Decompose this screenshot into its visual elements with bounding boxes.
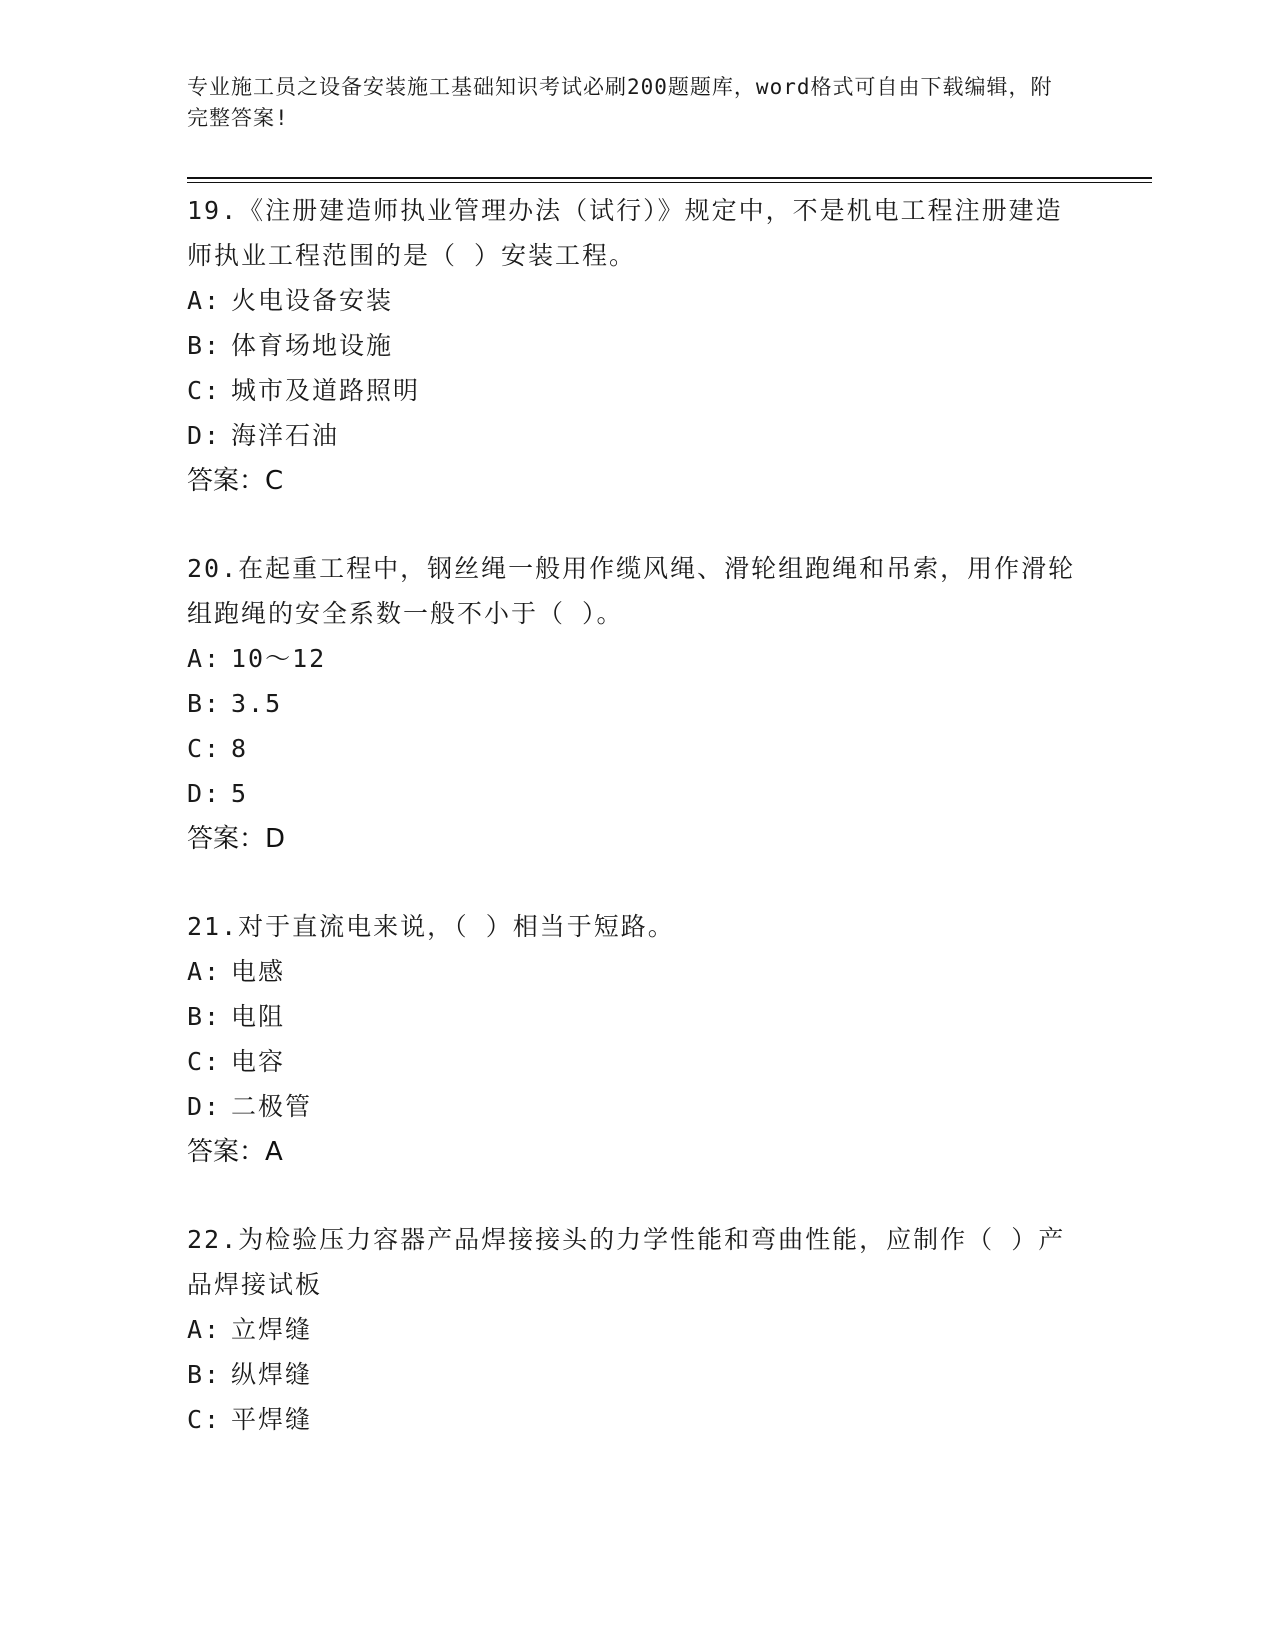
option-text: 8: [231, 734, 249, 763]
option-letter: B:: [187, 1360, 222, 1389]
question-item: [187, 1217, 1087, 1442]
option-letter: D:: [187, 779, 222, 808]
option-letter: A:: [187, 1315, 222, 1344]
question-list: [187, 188, 1087, 1484]
option-d: [187, 413, 1087, 458]
option-text: 3.5: [231, 689, 283, 718]
option-text: 电感: [231, 957, 286, 986]
option-text: 立焊缝: [231, 1315, 313, 1344]
option-d: [187, 771, 1087, 816]
option-a: [187, 278, 1087, 323]
option-a: [187, 1307, 1087, 1352]
option-letter: D:: [187, 421, 222, 450]
option-letter: B:: [187, 331, 222, 360]
answer-label: 答案：A: [187, 1137, 283, 1167]
option-letter: A:: [187, 644, 222, 673]
option-d: [187, 1084, 1087, 1129]
option-text: 二极管: [231, 1092, 313, 1121]
option-text: 5: [231, 779, 249, 808]
option-b: [187, 323, 1087, 368]
option-letter: D:: [187, 1092, 222, 1121]
option-b: [187, 994, 1087, 1039]
option-c: [187, 368, 1087, 413]
option-text: 纵焊缝: [231, 1360, 313, 1389]
option-text: 海洋石油: [231, 421, 340, 450]
option-b: [187, 1352, 1087, 1397]
option-c: [187, 1039, 1087, 1084]
answer-label: 答案：C: [187, 466, 284, 496]
header-divider-thin: [187, 182, 1152, 183]
option-text: 平焊缝: [231, 1405, 313, 1434]
option-a: [187, 636, 1087, 681]
question-item: [187, 546, 1087, 862]
document-header-title: 专业施工员之设备安装施工基础知识考试必刷200题题库，word格式可自由下载编辑，附完整答案!: [187, 75, 1053, 130]
option-text: 电阻: [231, 1002, 286, 1031]
option-c: [187, 726, 1087, 771]
option-c: [187, 1397, 1087, 1442]
question-stem: 20.在起重工程中，钢丝绳一般用作缆风绳、滑轮组跑绳和吊索，用作滑轮组跑绳的安全系数一般不小于（ ）。: [187, 554, 1076, 628]
option-letter: C:: [187, 734, 222, 763]
option-letter: A:: [187, 286, 222, 315]
option-letter: A:: [187, 957, 222, 986]
option-text: 10～12: [231, 644, 327, 673]
option-text: 体育场地设施: [231, 331, 394, 360]
header-divider-thick: [187, 177, 1152, 179]
question-stem: 19.《注册建造师执业管理办法（试行）》规定中，不是机电工程注册建造师执业工程范围的是（ ）安装工程。: [187, 196, 1063, 270]
option-text: 城市及道路照明: [231, 376, 421, 405]
option-a: [187, 949, 1087, 994]
option-text: 火电设备安装: [231, 286, 394, 315]
question-item: [187, 904, 1087, 1175]
option-letter: C:: [187, 1047, 222, 1076]
question-item: [187, 188, 1087, 504]
option-text: 电容: [231, 1047, 286, 1076]
option-letter: B:: [187, 1002, 222, 1031]
option-letter: C:: [187, 376, 222, 405]
question-stem: 21.对于直流电来说，（ ）相当于短路。: [187, 912, 675, 941]
option-letter: B:: [187, 689, 222, 718]
option-b: [187, 681, 1087, 726]
question-stem: 22.为检验压力容器产品焊接接头的力学性能和弯曲性能，应制作（ ）产品焊接试板: [187, 1225, 1066, 1299]
answer-label: 答案：D: [187, 824, 286, 854]
option-letter: C:: [187, 1405, 222, 1434]
